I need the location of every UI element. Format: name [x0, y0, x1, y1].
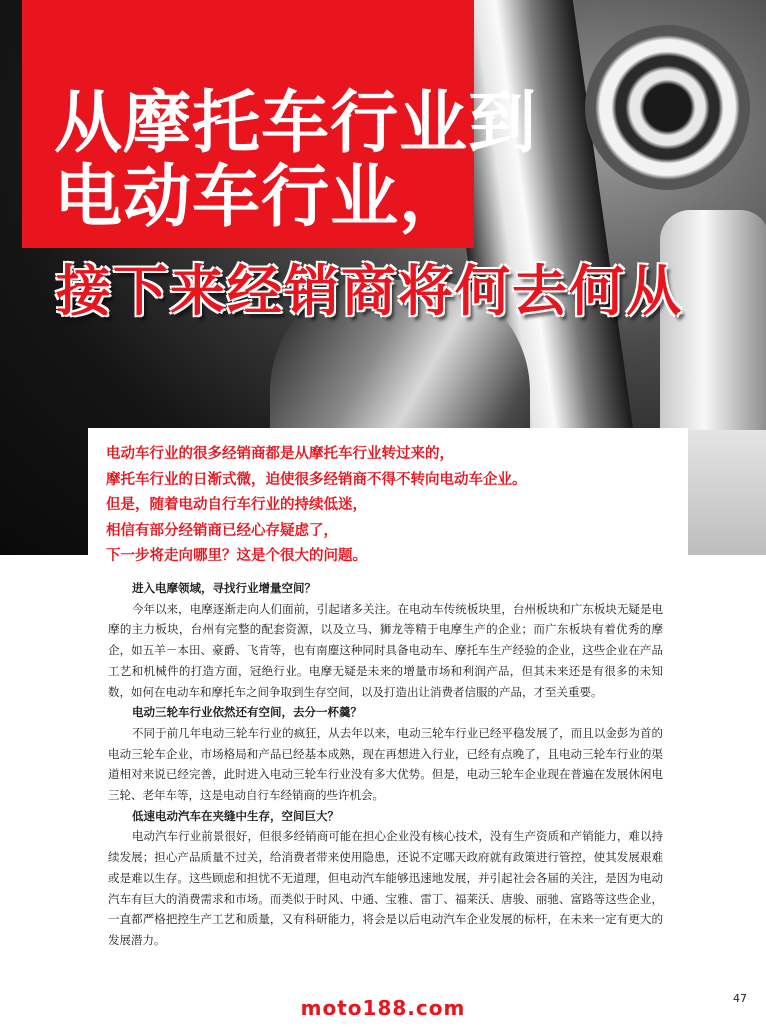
- title-line-2: 电动车行业，: [54, 158, 469, 237]
- section-heading: 进入电摩领域，寻找行业增量空间？: [132, 581, 316, 595]
- site-url: moto188.com: [300, 996, 466, 1020]
- intro-line: 相信有部分经销商已经心存疑虑了，: [106, 522, 338, 539]
- section-heading: 低速电动汽车在夹缝中生存，空间巨大？: [132, 808, 339, 823]
- intro-line: 摩托车行业的日渐式微，迫使很多经销商不得不转向电动车企业。: [106, 471, 527, 488]
- intro-text: [106, 442, 686, 570]
- article-body: [108, 578, 663, 951]
- section-heading: 电动三轮车行业依然还有空间，去分一杯羹？: [132, 705, 362, 720]
- section-paragraph: 电动汽车行业前景很好，但很多经销商可能在担心企业没有核心技术，没有生产资质和产销能力，难以持续发展；担心产品质量不过关，给消费者带来使用隐患，还说不定哪天政府就有政策进行管控，使其发展艰难或是难以生存。这些顾虑和担忧不无道理，但电动汽车能够迅速地发展，并引起社会各届的关注，是因为电动汽车有巨大的消费需求和市场。而类似于时风、中通、宝雅、雷丁、福莱沃、唐骏、丽驰、富路等这些企业，一直都严格把控生产工艺和质量，又有科研能力，将会是以后电动汽车企业发展的标杆，在未来一定有更大的发展潜力。: [108, 829, 663, 947]
- section-paragraph: 不同于前几年电动三轮车行业的疯狂，从去年以来，电动三轮车行业已经平稳发展了，而且以金彭为首的电动三轮车企业，市场格局和产品已经基本成熟，现在再想进入行业，已经有点晚了，且电动三轮车行业的渠道相对来说已经完善，此时进入电动三轮车行业没有多大优势。但是，电动三轮车企业现在普遍在发展休闲电三轮、老年车等，这是电动自行车经销商的些许机会。: [108, 725, 663, 803]
- side-panel: [688, 430, 766, 555]
- intro-line: 但是，随着电动自行车行业的持续低迷，: [106, 497, 367, 513]
- title-line-1: 从摩托车行业到: [54, 84, 538, 163]
- section-paragraph: 今年以来，电摩逐渐走向人们面前，引起诸多关注。在电动车传统板块里，台州板块和广东板块无疑是电摩的主力板块，台州有完整的配套资源，以及立马、狮龙等精于电摩生产的企业；而广东板块有着优秀的摩企，如五羊－本田、豪爵、飞肯等，也有南麈这种同时具备电动车、摩托车生产经验的企业，这些企业在产品工艺和机械件的打造方面，冠绝行业。电摩无疑是未来的增量市场和利润产品，但其未来还是有很多的未知数，如何在电动车和摩托车之间争取到生存空间，以及打造出让消费者信服的产品，才至关重要。: [108, 601, 663, 699]
- intro-line: 下一步将走向哪里？这是个很大的问题。: [106, 548, 367, 564]
- page-number: 47: [733, 992, 747, 1005]
- chrome-bolt-cap: [585, 25, 750, 190]
- subtitle: 接下来经销商将何去何从: [56, 259, 684, 323]
- intro-line: 电动车行业的很多经销商都是从摩托车行业转过来的，: [106, 446, 454, 462]
